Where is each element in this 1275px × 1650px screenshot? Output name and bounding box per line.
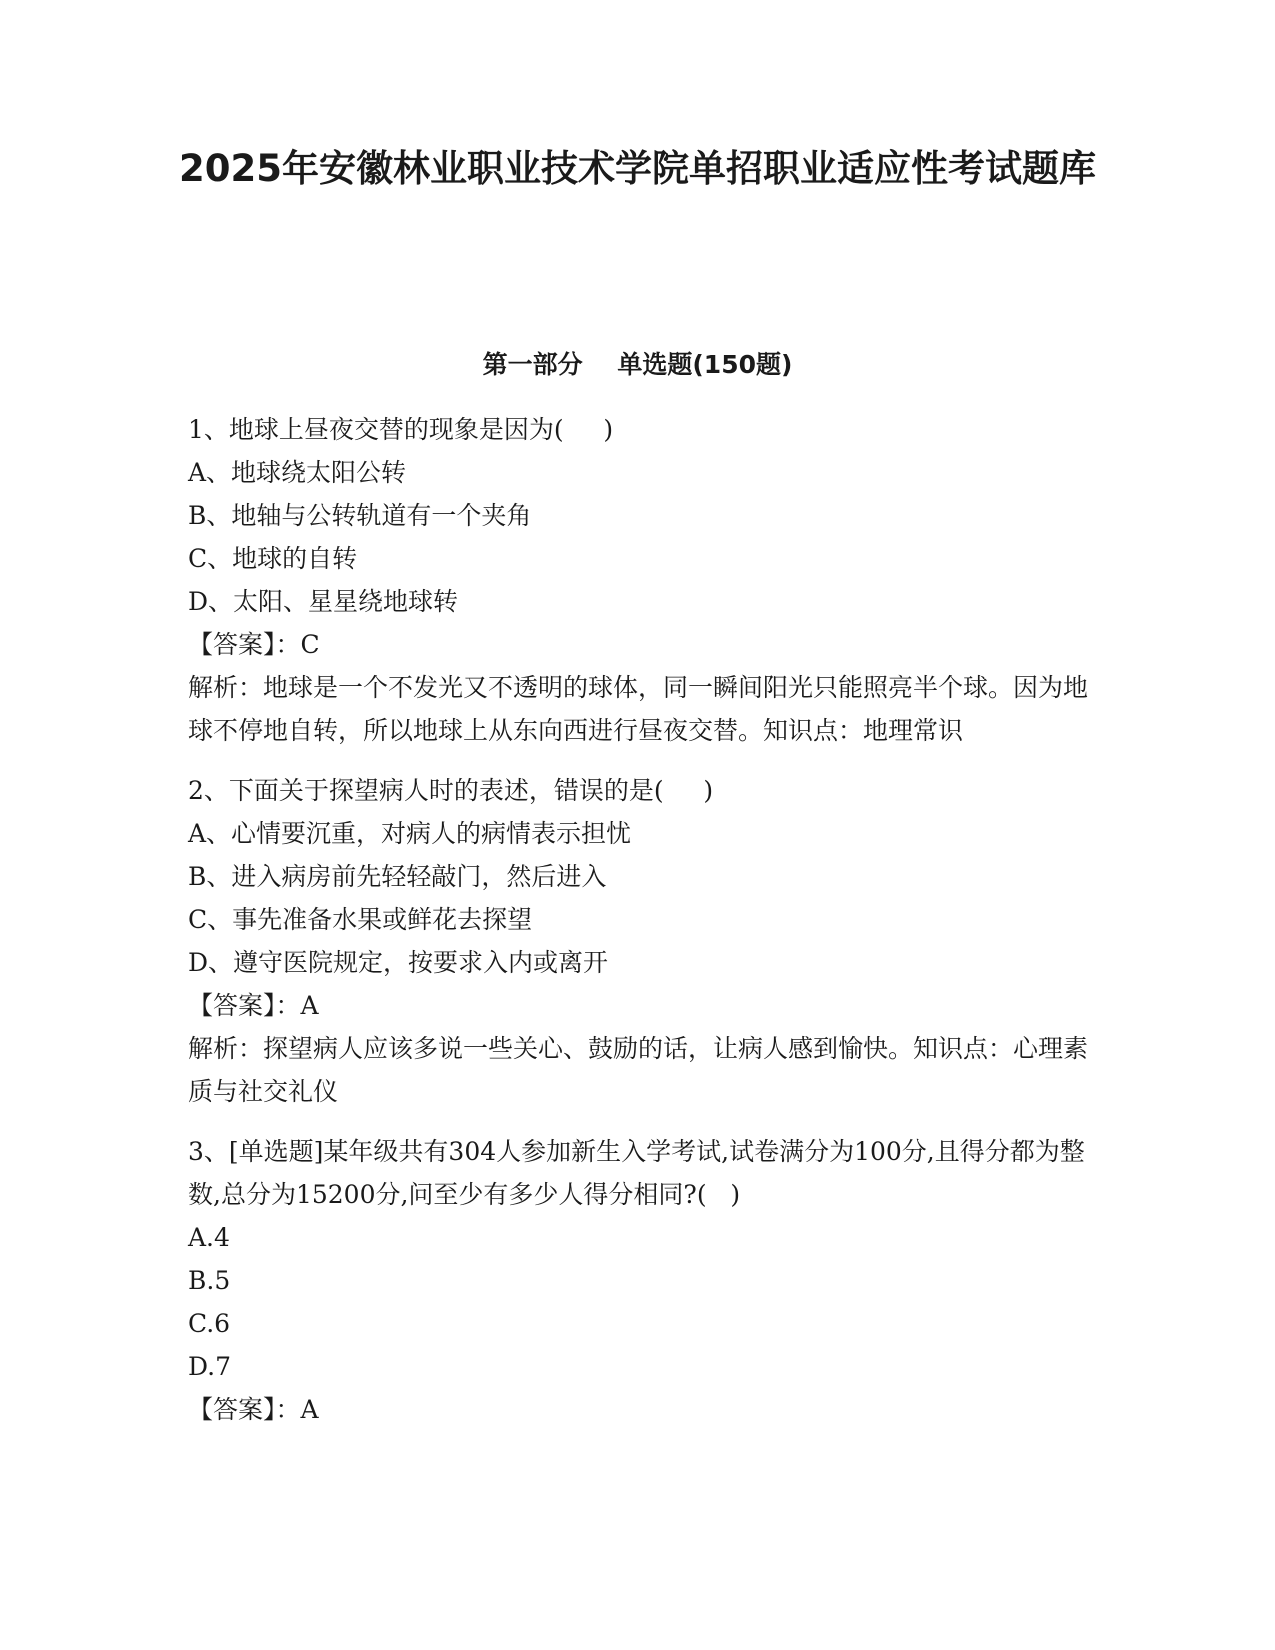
option-d: D、遵守医院规定，按要求入内或离开	[188, 948, 609, 977]
question-stem: 2、下面关于探望病人时的表述，错误的是( )	[188, 776, 714, 805]
question-list	[188, 408, 1088, 1448]
answer-value: ：A	[275, 991, 319, 1020]
option-b: B、地轴与公转轨道有一个夹角	[188, 501, 532, 530]
option-c: C、事先准备水果或鲜花去探望	[188, 905, 533, 934]
option-b: B、进入病房前先轻轻敲门，然后进入	[188, 862, 607, 891]
option-a: A、心情要沉重，对病人的病情表示担忧	[188, 819, 632, 848]
answer-line	[188, 984, 1088, 1027]
question-stem: 3、[单选题]某年级共有304人参加新生入学考试,试卷满分为100分,且得分都为整数,总分为15200分,问至少有多少人得分相同?( )	[188, 1137, 1085, 1209]
option-a: A、地球绕太阳公转	[188, 458, 407, 487]
option-d: D.7	[188, 1352, 232, 1381]
answer-value: ：C	[275, 630, 320, 659]
explanation: 解析：地球是一个不发光又不透明的球体，同一瞬间阳光只能照亮半个球。因为地球不停地自转，所以地球上从东向西进行昼夜交替。知识点：地理常识	[188, 673, 1089, 745]
option-a: A.4	[188, 1223, 230, 1252]
answer-label: 【答案】	[188, 1395, 276, 1424]
question-3	[188, 1130, 1088, 1431]
option-c: C.6	[188, 1309, 231, 1338]
question-1	[188, 408, 1088, 752]
option-b: B.5	[188, 1266, 231, 1295]
option-d: D、太阳、星星绕地球转	[188, 587, 459, 616]
question-stem: 1、地球上昼夜交替的现象是因为( )	[188, 415, 614, 444]
answer-label: 【答案】	[188, 630, 276, 659]
explanation: 解析：探望病人应该多说一些关心、鼓励的话，让病人感到愉快。知识点：心理素质与社交礼仪	[188, 1034, 1089, 1106]
answer-line	[188, 1388, 1088, 1431]
answer-value: ：A	[275, 1395, 319, 1424]
option-c: C、地球的自转	[188, 544, 358, 573]
question-2	[188, 769, 1088, 1113]
section-title: 第一部分 单选题(150题)	[482, 350, 793, 379]
document-title: 2025年安徽林业职业技术学院单招职业适应性考试题库	[179, 147, 1096, 190]
answer-line	[188, 623, 1088, 666]
answer-label: 【答案】	[188, 991, 276, 1020]
